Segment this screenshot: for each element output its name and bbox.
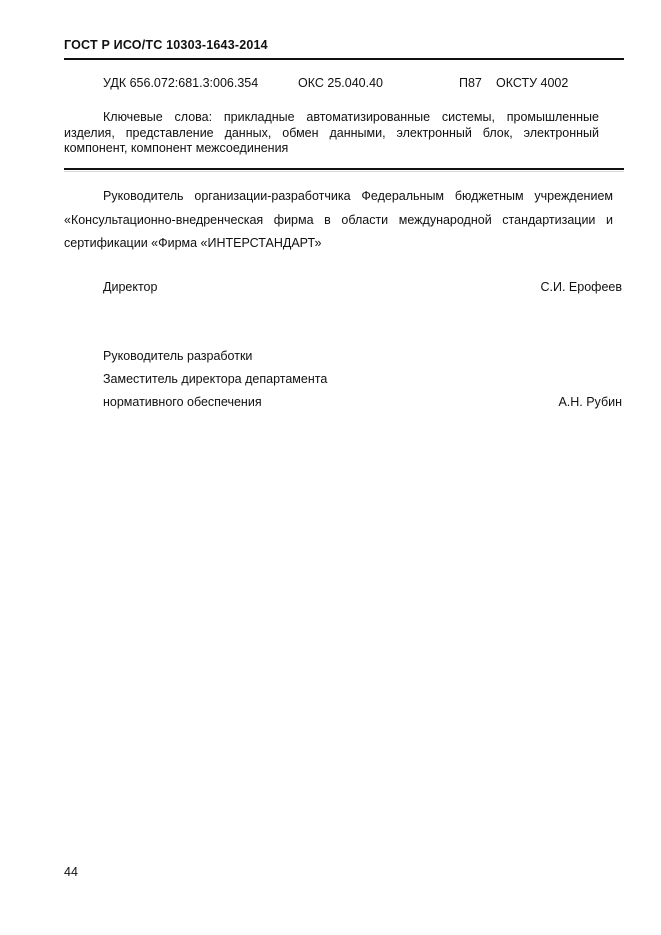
bottom-divider <box>64 168 624 170</box>
development-head-name: А.Н. Рубин <box>558 395 622 409</box>
development-head-line2: Заместитель директора департамента <box>103 372 328 386</box>
okstu-code: ОКСТУ 4002 <box>496 76 569 90</box>
director-name: С.И. Ерофеев <box>540 280 622 294</box>
top-divider <box>64 58 624 60</box>
document-title: ГОСТ Р ИСО/ТС 10303-1643-2014 <box>64 38 268 52</box>
udk-code: УДК 656.072:681.3:006.354 <box>103 76 259 90</box>
keywords-paragraph: Ключевые слова: прикладные автоматизированные системы, промышленные изделия, представление данных, обмен данными, электронный блок, электронный компонент, компонент межсоединения <box>64 110 599 155</box>
director-position: Директор <box>103 280 158 294</box>
organization-paragraph: Руководитель организации-разработчика Федеральным бюджетным учреждением «Консультационно-внедренческая фирма в области международной стандартизации и сертификации «Фирма «ИНТЕРСТАНДАРТ» <box>64 189 613 250</box>
faint-divider <box>64 171 624 172</box>
development-head-line1: Руководитель разработки <box>103 349 253 363</box>
group-code: П87 <box>459 76 482 90</box>
page-number: 44 <box>64 865 78 879</box>
development-head-line3: нормативного обеспечения <box>103 395 262 409</box>
oks-code: ОКС 25.040.40 <box>298 76 383 90</box>
